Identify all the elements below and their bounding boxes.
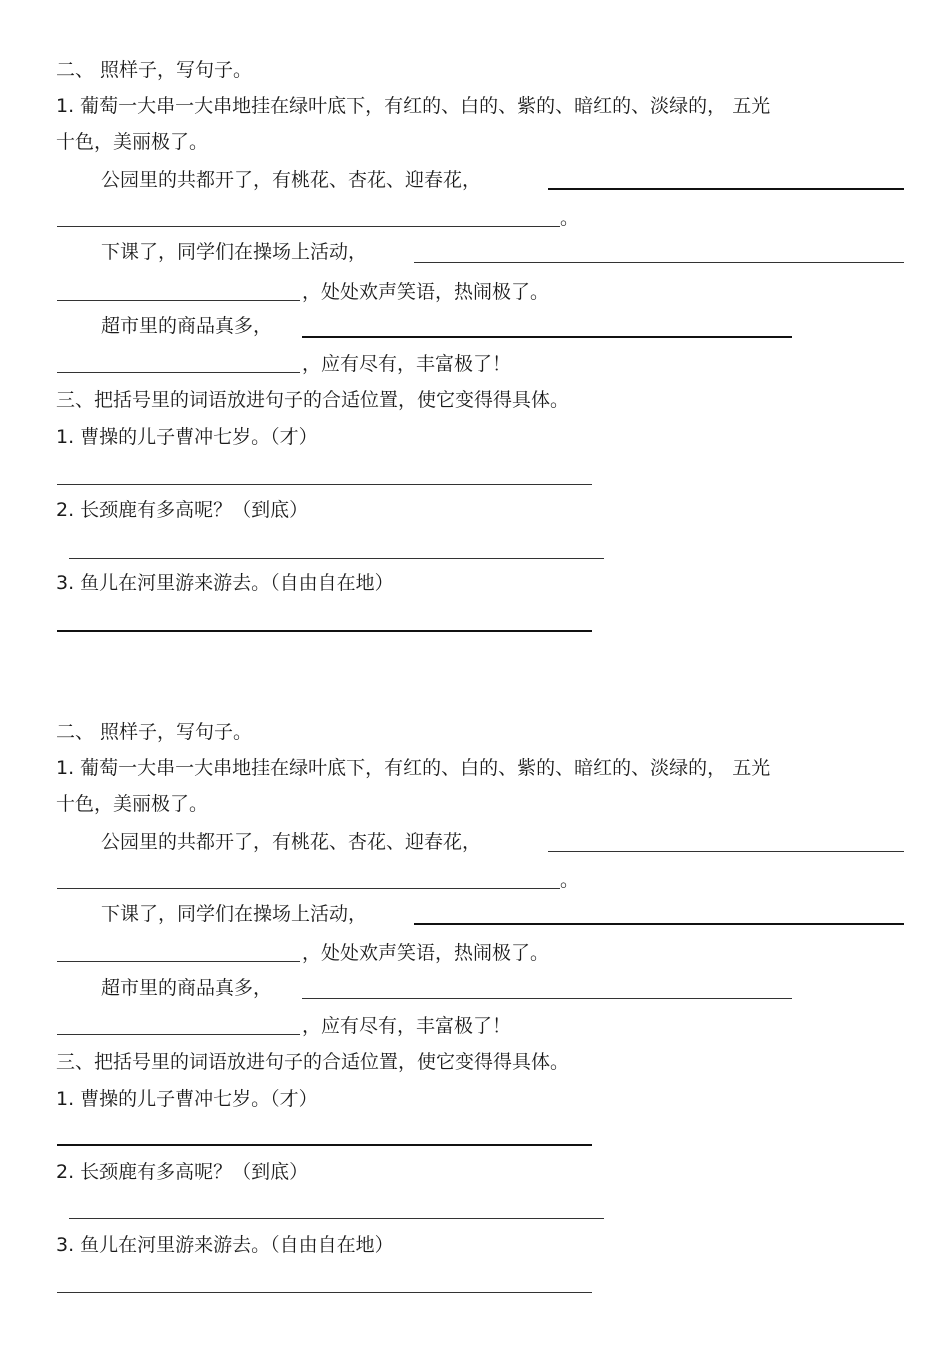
sentence-a-blank-1[interactable]	[548, 851, 904, 852]
example-1-line-1: 1. 葡萄一大串一大串地挂在绿叶底下，有红的、白的、紫的、暗红的、淡绿的， 五光	[56, 757, 771, 779]
sentence-c-prompt: 超市里的商品真多，	[101, 315, 273, 337]
question-2: 2. 长颈鹿有多高呢？（到底）	[56, 499, 309, 521]
sentence-b-prompt: 下课了，同学们在操场上活动，	[101, 241, 368, 263]
section-3-title: 三、把括号里的词语放进句子的合适位置，使它变得得具体。	[56, 1051, 570, 1073]
question-3: 3. 鱼儿在河里游来游去。（自由自在地）	[56, 572, 394, 594]
example-1-line-1: 1. 葡萄一大串一大串地挂在绿叶底下，有红的、白的、紫的、暗红的、淡绿的， 五光	[56, 95, 771, 117]
example-1-line-2: 十色，美丽极了。	[56, 131, 209, 153]
question-2-answer-line[interactable]	[69, 1218, 604, 1219]
sentence-c-blank-1[interactable]	[302, 998, 792, 999]
sentence-c-end: ，应有尽有，丰富极了！	[302, 1015, 512, 1037]
sentence-a-blank-2[interactable]	[57, 226, 560, 227]
sentence-b-blank-2[interactable]	[57, 300, 300, 301]
sentence-c-end: ，应有尽有，丰富极了！	[302, 353, 512, 375]
sentence-a-prompt: 公园里的共都开了，有桃花、杏花、迎春花，	[101, 169, 482, 191]
example-1-line-2: 十色，美丽极了。	[56, 793, 209, 815]
sentence-a-blank-2[interactable]	[57, 888, 560, 889]
sentence-a-end: 。	[560, 869, 580, 891]
question-1-answer-line[interactable]	[57, 1144, 592, 1146]
sentence-b-blank-1[interactable]	[414, 262, 904, 263]
question-1: 1. 曹操的儿子曹冲七岁。（才）	[56, 426, 318, 448]
worksheet-block-2	[0, 662, 950, 1322]
sentence-b-blank-1[interactable]	[414, 923, 904, 925]
sentence-c-prompt: 超市里的商品真多，	[101, 977, 273, 999]
section-2-title: 二、 照样子，写句子。	[56, 59, 253, 81]
question-3-answer-line[interactable]	[57, 630, 592, 632]
sentence-b-end: ，处处欢声笑语，热闹极了。	[302, 281, 550, 303]
question-2: 2. 长颈鹿有多高呢？（到底）	[56, 1161, 309, 1183]
sentence-a-blank-1[interactable]	[548, 188, 904, 190]
sentence-c-blank-2[interactable]	[57, 372, 300, 373]
sentence-b-blank-2[interactable]	[57, 961, 300, 962]
question-1: 1. 曹操的儿子曹冲七岁。（才）	[56, 1088, 318, 1110]
sentence-a-prompt: 公园里的共都开了，有桃花、杏花、迎春花，	[101, 831, 482, 853]
question-3: 3. 鱼儿在河里游来游去。（自由自在地）	[56, 1234, 394, 1256]
worksheet-block-1	[0, 0, 950, 660]
section-3-title: 三、把括号里的词语放进句子的合适位置，使它变得得具体。	[56, 389, 570, 411]
section-2-title: 二、 照样子，写句子。	[56, 721, 253, 743]
question-3-answer-line[interactable]	[57, 1292, 592, 1293]
sentence-b-prompt: 下课了，同学们在操场上活动，	[101, 903, 368, 925]
sentence-c-blank-1[interactable]	[302, 336, 792, 338]
sentence-a-end: 。	[560, 207, 580, 229]
sentence-b-end: ，处处欢声笑语，热闹极了。	[302, 942, 550, 964]
sentence-c-blank-2[interactable]	[57, 1034, 300, 1035]
question-1-answer-line[interactable]	[57, 484, 592, 485]
question-2-answer-line[interactable]	[69, 558, 604, 559]
